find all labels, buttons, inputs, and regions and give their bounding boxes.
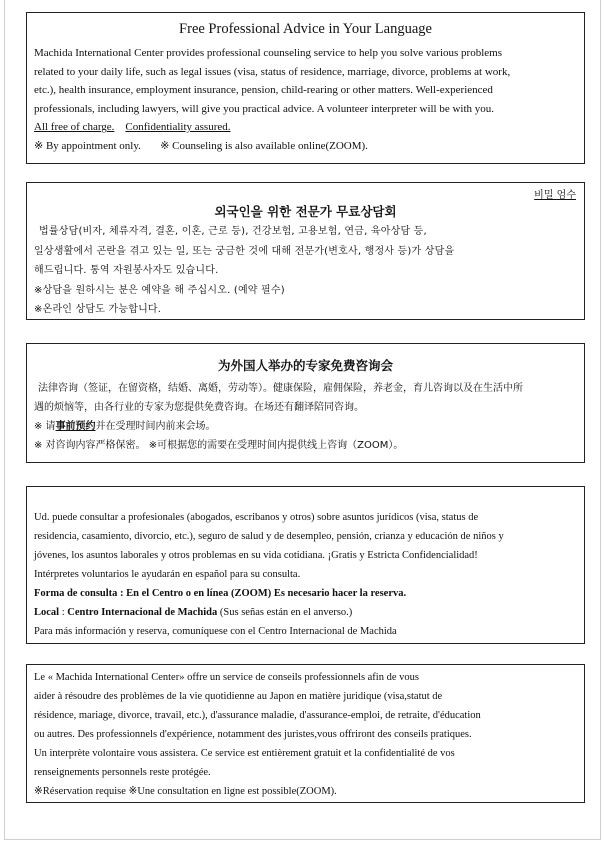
spanish-line: Ud. puede consultar a profesionales (abogados, escribanos y otros) sobre asuntos jurídicos (visa, status de: [34, 512, 479, 523]
spanish-section: [26, 486, 585, 644]
chinese-line3-prefix: ※ 请: [34, 421, 56, 432]
confidential-label: 비밀 엄수: [534, 190, 576, 201]
chinese-line: 法律咨询（签证，在留资格，结婚、离婚，劳动等）。健康保险，雇佣保险，养老金，育儿咨询以及在生活中所: [38, 383, 523, 394]
french-line: ou autres. Des professionnels d'expérience, notamment des juristes,vous offriront des conseils pratiques.: [34, 729, 472, 740]
spanish-forma: Forma de consulta : En el Centro o en línea (ZOOM) Es necesario hacer la reserva.: [34, 588, 407, 599]
korean-title: 외국인을 위한 전문가 무료상담회: [214, 204, 397, 219]
spanish-line: residencia, casamiento, divorcio, etc.), seguro de salud y de desempleo, pensión, crianza y educación de niños y: [34, 531, 504, 542]
confidentiality-assured: Confidentiality assured.: [125, 121, 231, 134]
korean-line: ※온라인 상담도 가능합니다.: [34, 304, 162, 316]
local-label: Local: [34, 607, 60, 618]
chinese-reservation-line: [34, 417, 577, 436]
local-value: Centro Internacional de Machida: [67, 607, 218, 618]
korean-line: ※상담을 원하시는 분은 예약을 해 주십시오. (예약 필수): [34, 284, 285, 296]
english-title: Free Professional Advice in Your Language: [179, 21, 432, 37]
english-line: related to your daily life, such as legal issues (visa, status of residence, marriage, divorce, problems at work,: [34, 65, 511, 78]
korean-line: 일상생활에서 곤란을 겪고 있는 일, 또는 궁금한 것에 대해 전문가(변호사, 행정사 등)가 상담을: [34, 245, 455, 257]
french-line: Le « Machida International Center» offre un service de conseils professionnels afin de vous: [34, 672, 419, 683]
french-notes: ※Réservation requise ※Une consultation en ligne est possible(ZOOM).: [34, 786, 337, 797]
english-notes: [34, 137, 577, 156]
appointment-note: ※ By appointment only.: [34, 139, 141, 152]
korean-section: [26, 182, 585, 320]
english-section: [26, 12, 585, 164]
french-line: aider à résoudre des problèmes de la vie quotidienne au Japon en matière juridique (visa,statut de: [34, 691, 443, 702]
chinese-section: [26, 343, 585, 463]
french-section: [26, 664, 585, 803]
local-note: (Sus señas están en el anverso.): [217, 607, 353, 618]
spanish-line: jóvenes, los asuntos laborales y otros problemas en su vida cotidiana. ¡Gratis y Estricta Confidencialidad!: [34, 550, 478, 561]
spanish-info: Para más información y reserva, comuníquese con el Centro Internacional de Machida: [34, 626, 397, 637]
french-line: résidence, mariage, divorce, travail, etc.), d'assurance maladie, d'assurance-emploi, de retraite, d'éducation: [34, 710, 481, 721]
spanish-line: Intérpretes voluntarios le ayudarán en español para su consulta.: [34, 569, 301, 580]
chinese-line: ※ 对咨询内容严格保密。 ※可根据您的需要在受理时间内提供线上咨询（ZOOM）。: [34, 440, 404, 451]
chinese-line: 遇的烦恼等，由各行业的专家为您提供免费咨询。在场还有翻译陪同咨询。: [34, 402, 364, 413]
english-line: etc.), health insurance, employment insurance, pension, child-rearing or other matters. Well-experienced: [34, 84, 493, 97]
chinese-title: 为外国人举办的专家免费咨询会: [217, 358, 393, 373]
french-line: renseignements personnels reste protégée.: [34, 767, 211, 778]
english-line: Machida International Center provides professional counseling service to help you solve various problems: [34, 47, 502, 59]
advance-booking: 事前预约: [55, 421, 96, 432]
online-note: ※ Counseling is also available online(ZOOM).: [160, 139, 368, 152]
korean-line: 해드립니다. 통역 자원봉사자도 있습니다.: [34, 265, 219, 277]
local-sep: :: [59, 607, 68, 618]
english-free-line: [34, 118, 577, 137]
chinese-line3-suffix: 并在受理时间内前来会场。: [95, 421, 216, 432]
french-line: Un interprète volontaire vous assistera. Ce service est entièrement gratuit et la confidentialité de vos: [34, 748, 455, 759]
english-line: professionals, including lawyers, will give you practical advice. A volunteer interpreter will be with you.: [34, 102, 495, 115]
free-of-charge: All free of charge.: [34, 121, 115, 134]
korean-line: 법률상담(비자, 체류자격, 결혼, 이혼, 근로 등), 건강보험, 고용보험, 연금, 육아상담 등,: [39, 226, 427, 237]
spanish-local: [34, 603, 577, 622]
